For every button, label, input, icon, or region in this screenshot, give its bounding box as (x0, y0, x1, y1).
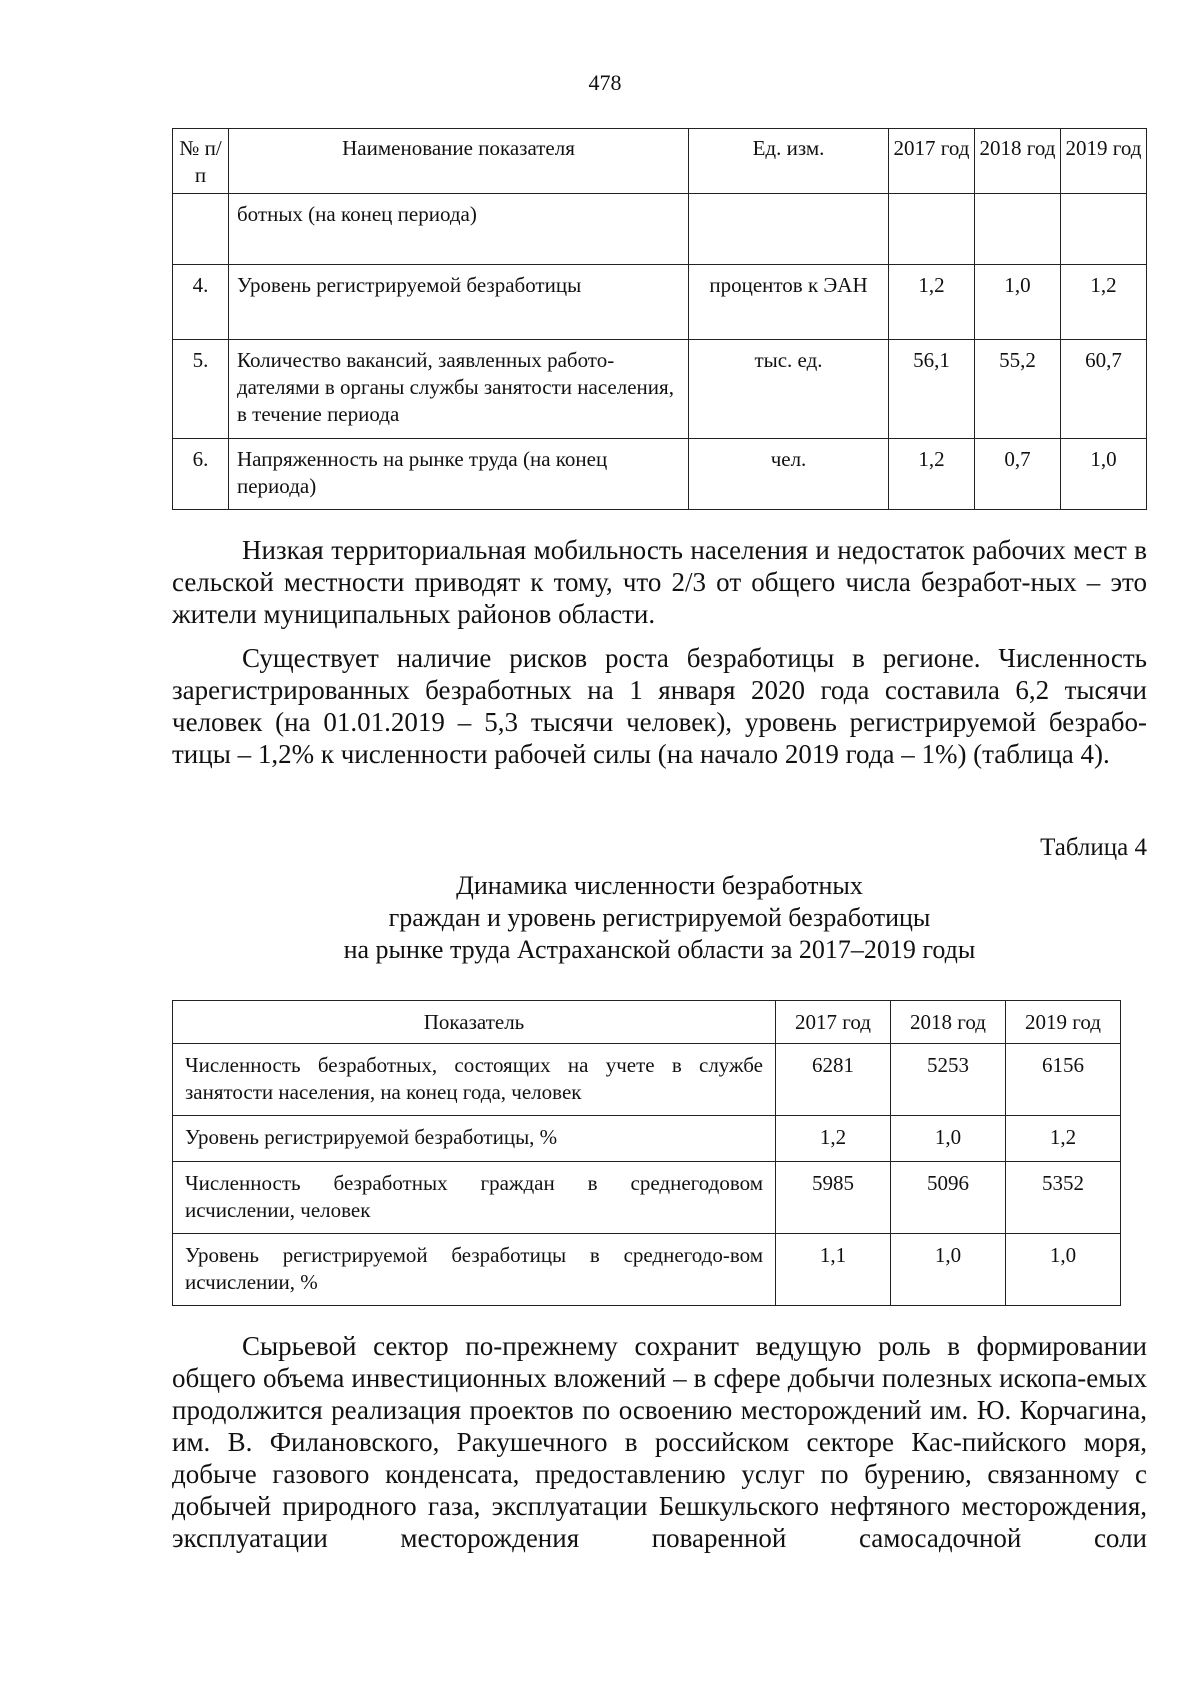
table-title-line: Динамика численности безработных (456, 871, 863, 900)
row-value-2018: 55,2 (975, 340, 1061, 439)
paragraph-text: Низкая территориальная мобильность населения и недостаток рабочих мест в сельской местности приводят к тому, что 2/3 от общего числа безработ-ных – это жители муниципальных районов области. (172, 535, 1147, 629)
row-value-2018: 1,0 (891, 1116, 1006, 1162)
row-indicator: Численность безработных, состоящих на учете в службе занятости населения, на конец года, человек (173, 1044, 776, 1116)
row-indicator: Уровень регистрируемой безработицы в среднегодо-вом исчислении, % (173, 1234, 776, 1306)
table-header-row (173, 129, 1147, 194)
row-value-2017: 1,1 (776, 1234, 891, 1306)
row-num: 6. (173, 439, 229, 510)
row-value-2019: 1,2 (1006, 1116, 1121, 1162)
table-title-line: на рынке труда Астраханской области за 2017–2019 годы (343, 935, 976, 964)
unemployment-dynamics-table (172, 1000, 1121, 1306)
row-value-2017: 56,1 (889, 340, 975, 439)
paragraph-raw-materials (172, 1330, 1147, 1554)
table-header-row (173, 1001, 1121, 1044)
row-value-2018 (975, 194, 1061, 265)
table-row (173, 439, 1147, 510)
row-value-2017: 1,2 (889, 439, 975, 510)
row-value-2019 (1061, 194, 1147, 265)
header-2019: 2019 год (1061, 129, 1147, 194)
row-unit: процентов к ЭАН (689, 265, 889, 340)
header-name: Наименование показателя (229, 129, 689, 194)
row-value-2019: 1,2 (1061, 265, 1147, 340)
row-unit: тыс. ед. (689, 340, 889, 439)
row-value-2017: 6281 (776, 1044, 891, 1116)
header-2018: 2018 год (891, 1001, 1006, 1044)
row-value-2017 (889, 194, 975, 265)
row-name: Уровень регистрируемой безработицы (229, 265, 689, 340)
row-name: ботных (на конец периода) (229, 194, 689, 265)
row-unit: чел. (689, 439, 889, 510)
table-title-line: граждан и уровень регистрируемой безработицы (388, 903, 931, 932)
header-num: № п/п (173, 129, 229, 194)
row-value-2018: 1,0 (975, 265, 1061, 340)
row-indicator: Уровень регистрируемой безработицы, % (173, 1116, 776, 1162)
paragraph-text: Существует наличие рисков роста безработицы в регионе. Численность зарегистрированных безработных на 1 января 2020 года составила 6,2 тысячи человек (на 01.01.2019 – 5,3 тысячи человек), уровень регистрируемой безрабо-тицы – 1,2% к численности рабочей силы (на начало 2019 года – 1%) (таблица 4). (172, 643, 1147, 769)
table-row (173, 1234, 1121, 1306)
paragraph-unemployment-risks (172, 642, 1147, 770)
table-row (173, 1116, 1121, 1162)
row-value-2018: 1,0 (891, 1234, 1006, 1306)
row-indicator: Численность безработных граждан в среднегодовом исчислении, человек (173, 1162, 776, 1234)
table-row (173, 1044, 1121, 1116)
header-2017: 2017 год (776, 1001, 891, 1044)
row-value-2018: 0,7 (975, 439, 1061, 510)
header-indicator: Показатель (173, 1001, 776, 1044)
row-value-2018: 5096 (891, 1162, 1006, 1234)
row-value-2017: 1,2 (889, 265, 975, 340)
row-value-2017: 5985 (776, 1162, 891, 1234)
paragraph-text: Сырьевой сектор по-прежнему сохранит ведущую роль в формировании общего объема инвестиционных вложений – в сфере добычи полезных ископа-емых продолжится реализация проектов по освоению месторождений им. Ю. Корчагина, им. В. Филановского, Ракушечного в российском секторе Кас-пийского моря, добыче газового конденсата, предоставлению услуг по бурению, связанному с добычей природного газа, эксплуатации Бешкульского нефтяного месторождения, эксплуатации месторождения поваренной самосадочной соли (172, 1331, 1147, 1553)
row-value-2018: 5253 (891, 1044, 1006, 1116)
header-2019: 2019 год (1006, 1001, 1121, 1044)
row-value-2017: 1,2 (776, 1116, 891, 1162)
paragraph-mobility (172, 534, 1147, 630)
header-2018: 2018 год (975, 129, 1061, 194)
row-value-2019: 1,0 (1061, 439, 1147, 510)
row-num (173, 194, 229, 265)
row-num: 4. (173, 265, 229, 340)
row-value-2019: 1,0 (1006, 1234, 1121, 1306)
row-name: Количество вакансий, заявленных работо-дателями в органы службы занятости населения, в течение периода (229, 340, 689, 439)
header-2017: 2017 год (889, 129, 975, 194)
row-value-2019: 5352 (1006, 1162, 1121, 1234)
table-row (173, 340, 1147, 439)
row-num: 5. (173, 340, 229, 439)
page-number: 478 (588, 70, 622, 95)
table-title (172, 870, 1147, 966)
table-row (173, 194, 1147, 265)
table-row (173, 1162, 1121, 1234)
row-value-2019: 60,7 (1061, 340, 1147, 439)
table-label: Таблица 4 (1040, 834, 1147, 861)
indicators-table-continuation (172, 128, 1147, 510)
row-value-2019: 6156 (1006, 1044, 1121, 1116)
row-unit (689, 194, 889, 265)
table-row (173, 265, 1147, 340)
header-unit: Ед. изм. (689, 129, 889, 194)
row-name: Напряженность на рынке труда (на конец периода) (229, 439, 689, 510)
